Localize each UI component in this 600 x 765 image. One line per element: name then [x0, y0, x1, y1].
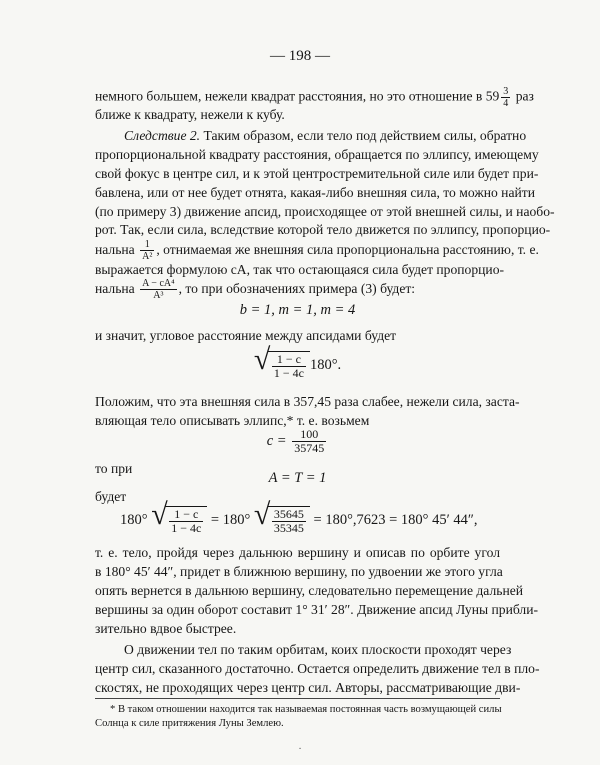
text-line-19: опять вернется в дальнюю вершину, следовательно перемещение дальней — [95, 583, 524, 598]
text-line-11 — [95, 274, 500, 304]
text-line-9 — [95, 235, 539, 265]
text-line-7: (по примеру 3) движение апсид, происходящее от этой внешней силы, и наобо- — [95, 204, 555, 219]
fraction-numerator: 3 — [503, 86, 509, 97]
radical-sign: √ — [151, 498, 168, 531]
text-line-4: пропорциональной квадрату расстояния, обращается по эллипсу, имеющему — [95, 147, 539, 162]
footnote-line-1: * В таком отношении находится так называемая постоянная часть возмущающей силы — [110, 704, 502, 715]
text-line-15: то при — [95, 461, 133, 476]
equation-c-value — [95, 428, 500, 455]
text-line-1 — [95, 86, 534, 109]
fraction-c-2 — [169, 508, 203, 535]
equation-apsidal-tail: 180°. — [309, 356, 342, 373]
fraction-denominator: A³ — [153, 290, 164, 302]
text-line-8: рот. Так, если сила, вследствие которой тело движется по эллипсу, пропорцио- — [95, 222, 551, 237]
text-line-13: Положим, что эта внешняя сила в 357,45 раза слабее, нежели сила, заста- — [95, 394, 520, 409]
fraction-denominator: 4 — [503, 98, 509, 109]
text-line-18: в 180° 45′ 44″, придет в ближнюю вершину, по удвоении же этого угла — [95, 564, 503, 579]
fraction-35645-35345 — [272, 508, 306, 535]
fraction-force — [140, 278, 176, 301]
fraction-one-over-a2 — [140, 239, 154, 262]
footnote-line-2: Солнца к силе притяжения Луны Землею. — [95, 718, 284, 729]
text-line-24: скостях, не проходящих через центр сил. Авторы, рассматривающие дви- — [95, 680, 521, 695]
text-line-2: ближе к квадрату, нежели к кубу. — [95, 107, 285, 122]
text-line-11b: , то при обозначениях примера (3) будет: — [178, 281, 416, 296]
fraction-denominator: 35745 — [294, 441, 325, 455]
text-line-9b: , отнимаемая же внешняя сила пропорциональна расстоянию, т. е. — [156, 242, 539, 257]
text-line-17: т. е. тело, пройдя через дальнюю вершину и описав по орбите угол — [95, 545, 500, 560]
text-line-20: вершины за один оборот составит 1° 31′ 28″. Движение апсид Луны прибли- — [95, 602, 539, 617]
equation-c-lhs: c = — [266, 432, 287, 449]
fraction-numerator: 1 — [140, 239, 154, 251]
corollary-label: Следствие 2. — [124, 128, 201, 143]
text-line-1a: немного большем, нежели квадрат расстояния, но это отношение в 59 — [95, 88, 500, 104]
text-line-21: зительно вдвое быстрее. — [95, 621, 237, 636]
text-line-9a: нальна — [95, 242, 135, 257]
fraction-numerator: 1 − c — [272, 353, 306, 367]
fraction-100-35745 — [292, 428, 326, 455]
square-root — [253, 343, 310, 380]
text-line-10: выражается формулою cA, так что остающаяся сила будет пропорцио- — [95, 262, 505, 277]
fraction-c — [272, 353, 306, 380]
square-root-2 — [253, 498, 310, 535]
radical-sign: √ — [253, 343, 271, 376]
equation-b-m-text: b = 1, m = 1, m = 4 — [239, 302, 356, 318]
fraction-denominator: 35345 — [273, 521, 304, 535]
fraction-three-quarters — [501, 86, 510, 109]
text-line-12: и значит, угловое расстояние между апсидами будет — [95, 328, 397, 343]
text-line-23: центр сил, сказанного достаточно. Остается определить движение тел в пло- — [95, 661, 540, 676]
equation-result-c: = 180°,7623 = 180° 45′ 44″, — [313, 511, 478, 528]
equation-a-t — [95, 470, 500, 487]
equation-apsidal-angle — [95, 343, 500, 380]
text-line-6: бавлена, или от нее будет отнята, какая-либо внешняя сила, то можно найти — [95, 185, 535, 200]
fraction-numerator: 1 − c — [169, 508, 203, 522]
fraction-denominator: A² — [142, 251, 153, 263]
fraction-denominator: 1 − 4c — [273, 366, 304, 380]
square-root-1 — [151, 498, 207, 535]
radical-sign: √ — [253, 498, 271, 531]
text-line-11a: нальна — [95, 281, 135, 296]
fraction-numerator: 35645 — [273, 507, 304, 521]
equation-b-m — [95, 302, 500, 319]
text-line-5: свой фокус в центре сил, и к этой центростремительной силе или будет при- — [95, 166, 539, 181]
fraction-numerator: 100 — [292, 428, 326, 442]
equation-result-b: = 180° — [210, 511, 251, 528]
fraction-denominator: 1 − 4c — [171, 521, 202, 535]
page-number: — 198 — — [270, 48, 330, 64]
fraction-numerator: A − cA⁴ — [142, 278, 175, 290]
equation-result — [120, 498, 500, 535]
footnote-rule — [95, 698, 500, 699]
text-line-22: О движении тел по таким орбитам, коих плоскости проходят через — [124, 642, 512, 657]
text-line-1b: раз — [515, 88, 534, 104]
text-line-14: вляющая тело описывать эллипс,* т. е. возьмем — [95, 413, 370, 428]
equation-result-a: 180° — [120, 511, 148, 528]
bottom-mark: · — [298, 744, 302, 755]
text-line-3 — [124, 128, 527, 144]
equation-a-t-text: A = T = 1 — [268, 470, 327, 486]
text-line-3-body: Таким образом, если тело под действием силы, обратно — [203, 128, 527, 143]
text-line-16: будет — [95, 489, 127, 504]
